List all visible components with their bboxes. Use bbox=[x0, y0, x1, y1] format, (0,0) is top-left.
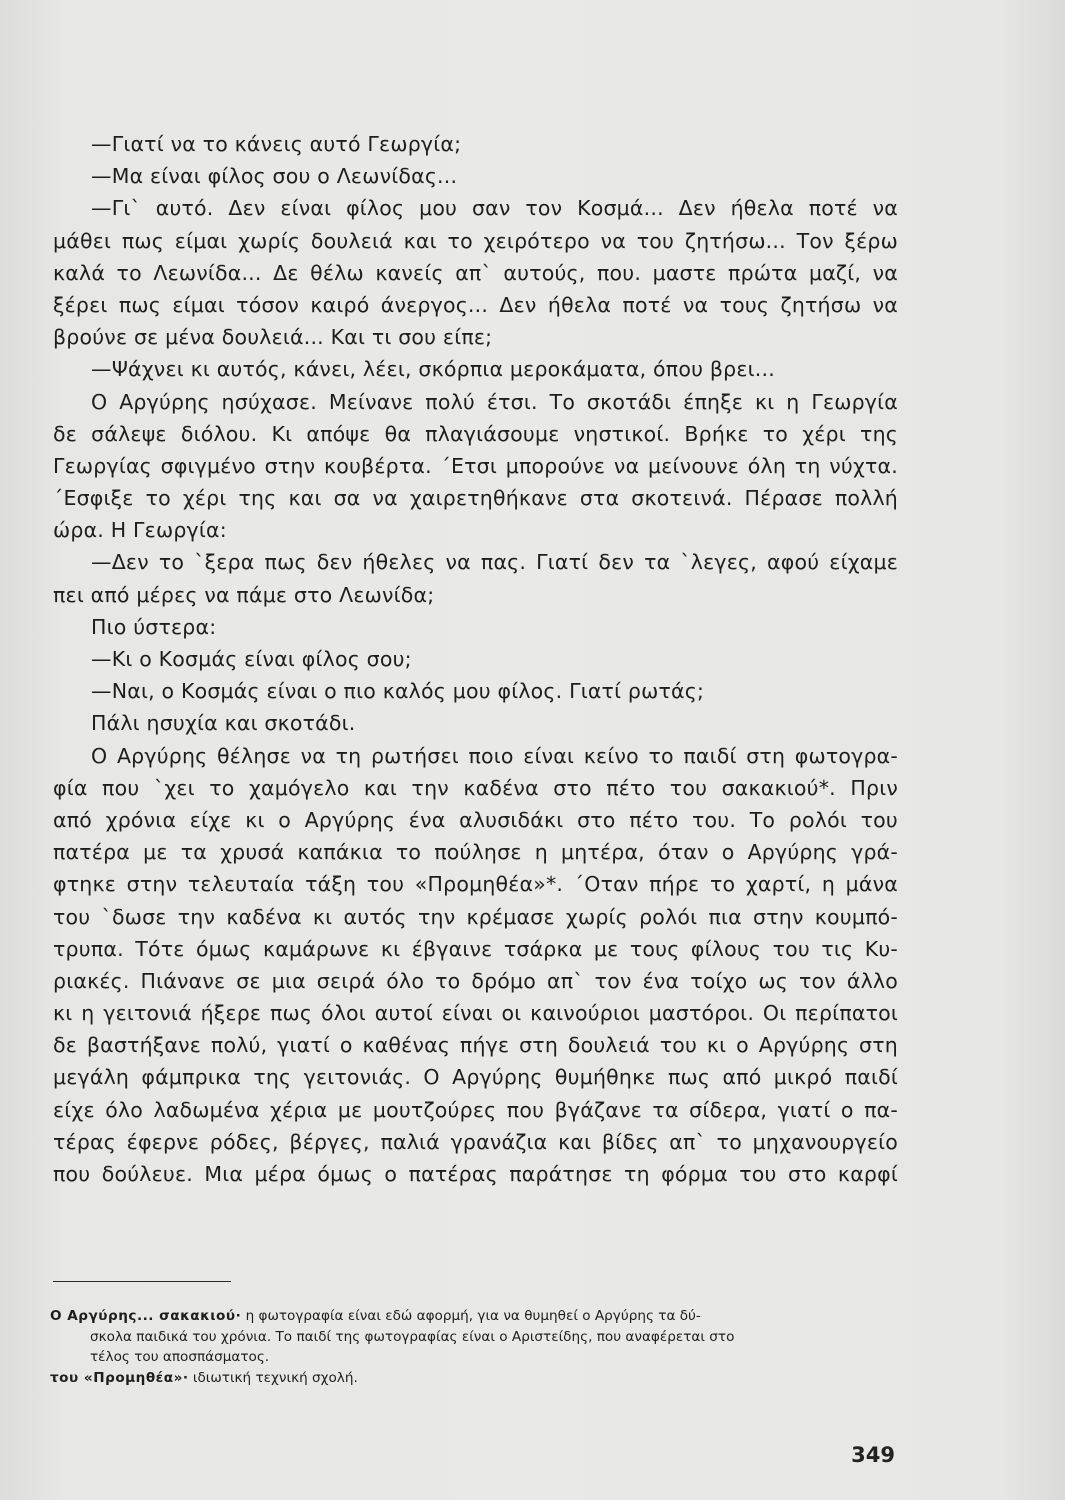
text-line: τρυπα. Τότε όμως καμάρωνε κι έβγαινε τσάρκα με τους φίλους του τις Κυ- bbox=[53, 936, 898, 961]
text-line: πατέρα με τα χρυσά καπάκια το πούλησε η μητέρα, όταν ο Αργύρης γρά- bbox=[53, 840, 898, 865]
text-line: δε βαστήξανε πολύ, γιατί ο καθένας πήγε στη δουλειά του κι ο Αργύρης στη bbox=[53, 1033, 898, 1058]
text-line: τέρας έφερνε ρόδες, βέργες, παλιά γρανάζια και βίδες απ` το μηχανουργείο bbox=[53, 1129, 898, 1154]
text-line: —Μα είναι φίλος σου ο Λεωνίδας... bbox=[91, 164, 458, 189]
body-text bbox=[53, 128, 898, 1190]
text-line: μεγάλη φάμπρικα της γειτονιάς. Ο Αργύρης θυμήθηκε πως από μικρό παιδί bbox=[53, 1065, 898, 1090]
text-line: που δούλευε. Μια μέρα όμως ο πατέρας παράτησε τη φόρμα του στο καρφί bbox=[53, 1162, 898, 1186]
text-line: φτηκε στην τελευταία τάξη του «Προμηθέα»*. ΄Οταν πήρε το χαρτί, η μάνα bbox=[53, 872, 898, 897]
footnote-2-term: του «Προμηθέα»· bbox=[50, 1369, 189, 1386]
footnote-1-line-2: σκολα παιδικά του χρόνια. Το παιδί της φωτογραφίας είναι ο Αριστείδης, που αναφέρεται στο bbox=[90, 1328, 735, 1345]
text-line: —Κι ο Κοσμάς είναι φίλος σου; bbox=[91, 647, 412, 671]
text-line: Ο Αργύρης ησύχασε. Μείνανε πολύ έτσι. Το σκοτάδι έπηξε κι η Γεωργία bbox=[91, 389, 898, 414]
footnotes bbox=[50, 1306, 895, 1388]
text-line: —Ναι, ο Κοσμάς είναι ο πιο καλός μου φίλος. Γιατί ρωτάς; bbox=[91, 679, 705, 704]
text-line: ριακές. Πιάνανε σε μια σειρά όλο το δρόμο απ` τον ένα τοίχο ως τον άλλο bbox=[53, 968, 898, 993]
footnote-divider bbox=[53, 1281, 231, 1282]
text-line: φία που `χει το χαμόγελο και την καδένα στο πέτο του σακακιού*. Πριν bbox=[53, 775, 898, 800]
text-line: βρούνε σε μένα δουλειά... Και τι σου είπε; bbox=[53, 325, 493, 350]
text-line: —Γι` αυτό. Δεν είναι φίλος μου σαν τον Κοσμά... Δεν ήθελα ποτέ να bbox=[91, 196, 898, 221]
text-line: δε σάλεψε διόλου. Κι απόψε θα πλαγιάσουμε νηστικοί. Βρήκε το χέρι της bbox=[53, 421, 898, 446]
text-line: —Γιατί να το κάνεις αυτό Γεωργία; bbox=[91, 132, 462, 156]
text-line: μάθει πως είμαι χωρίς δουλειά και το χειρότερο να του ζητήσω... Τον ξέρω bbox=[53, 228, 898, 253]
page-number: 349 bbox=[851, 1443, 895, 1467]
footnote-2-text: ιδιωτική τεχνική σχολή. bbox=[192, 1369, 358, 1386]
text-line: ΄Εσφιξε το χέρι της και σα να χαιρετηθήκανε στα σκοτεινά. Πέρασε πολλή bbox=[53, 486, 898, 511]
text-line: ώρα. Η Γεωργία: bbox=[53, 518, 227, 543]
text-line: πει από μέρες να πάμε στο Λεωνίδα; bbox=[53, 582, 435, 607]
text-line: του `δωσε την καδένα κι αυτός την κρέμασε χωρίς ρολόι πια στην κουμπό- bbox=[53, 904, 898, 929]
text-line: είχε όλο λαδωμένα χέρια με μουτζούρες που βγάζανε τα σίδερα, γιατί ο πα- bbox=[53, 1097, 898, 1122]
footnote-2 bbox=[50, 1368, 895, 1389]
text-line: Πιο ύστερα: bbox=[91, 614, 217, 639]
text-line: από χρόνια είχε κι ο Αργύρης ένα αλυσιδάκι στο πέτο του. Το ρολόι του bbox=[53, 807, 898, 832]
text-line: καλά το Λεωνίδα... Δε θέλω κανείς απ` αυτούς, που. μαστε πρώτα μαζί, να bbox=[53, 260, 898, 285]
text-line: Γεωργίας σφιγμένο στην κουβέρτα. ΄Ετσι μπορούνε να μείνουνε όλη τη νύχτα. bbox=[53, 453, 898, 478]
text-line: ξέρει πως είμαι τόσον καιρό άνεργος... Δεν ήθελα ποτέ να τους ζητήσω να bbox=[53, 292, 898, 317]
text-line: Πάλι ησυχία και σκοτάδι. bbox=[91, 711, 356, 736]
text-line: Ο Αργύρης θέλησε να τη ρωτήσει ποιο είναι κείνο το παιδί στη φωτογρα- bbox=[91, 743, 898, 768]
text-line: κι η γειτονιά ήξερε πως όλοι αυτοί είναι οι καινούριοι μαστόροι. Οι περίπατοι bbox=[53, 1001, 898, 1026]
footnote-1-term: Ο Αργύρης... σακακιού· bbox=[50, 1308, 242, 1324]
text-line: —Ψάχνει κι αυτός, κάνει, λέει, σκόρπια μεροκάματα, όπου βρει... bbox=[91, 357, 775, 382]
footnote-1-line-1 bbox=[50, 1306, 895, 1327]
footnote-1-text: η φωτογραφία είναι εδώ αφορμή, για να θυμηθεί ο Αργύρης τα δύ- bbox=[245, 1308, 701, 1324]
footnote-1-line-3: τέλος του αποσπάσματος. bbox=[90, 1349, 270, 1365]
text-line: —Δεν το `ξερα πως δεν ήθελες να πας. Γιατί δεν τα `λεγες, αφού είχαμε bbox=[91, 550, 898, 575]
